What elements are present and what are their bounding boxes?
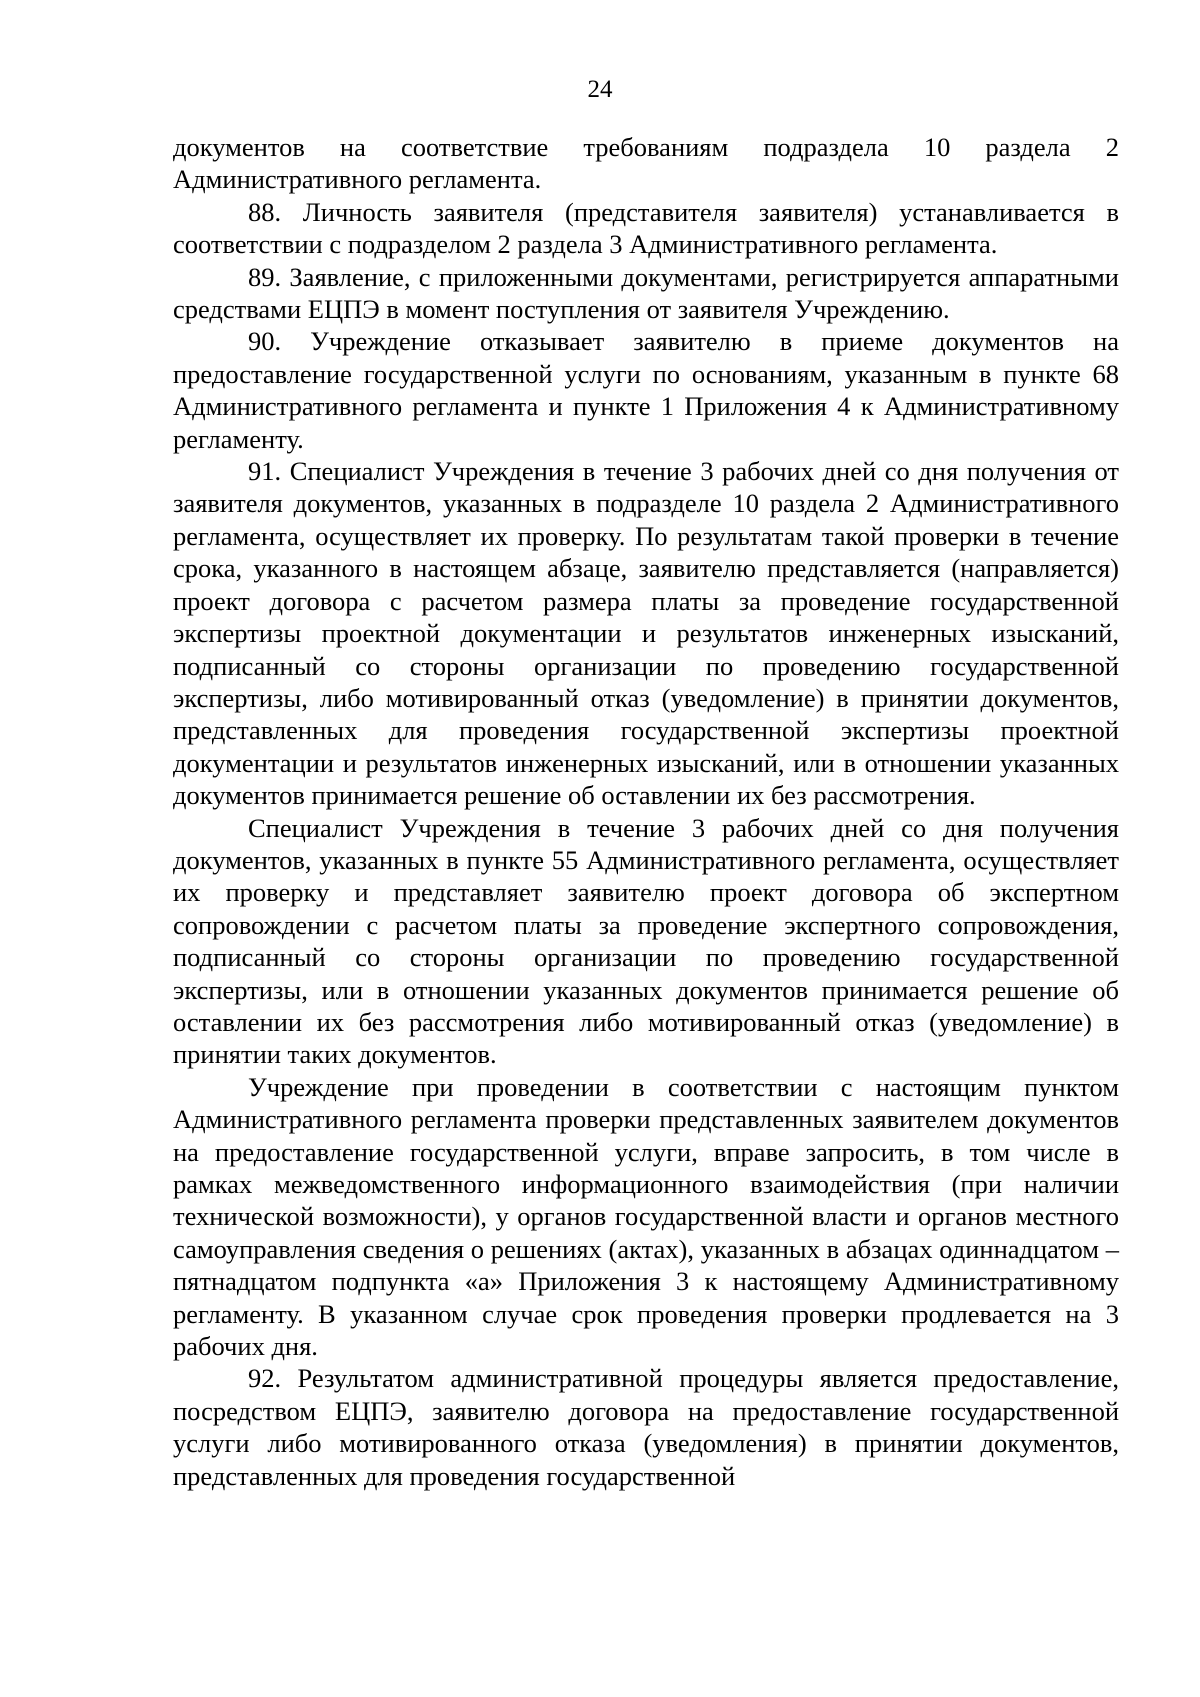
paragraph-91-institution: Учреждение при проведении в соответствии с настоящим пунктом Административного регламента проверки представленных заявителем документов на предоставление государственной услуги, вправе запросить, в том числе в рамках межведомственного информационного взаимодействия (при наличии технической возможности), у органов государственной власти и органов местного самоуправления сведения о решениях (актах), указанных в абзацах одиннадцатом – пятнадцатом подпункта «а» Приложения 3 к настоящему Административному регламенту. В указанном случае срок проведения проверки продлевается на 3 рабочих дня. xyxy=(173,1071,1119,1362)
paragraph-92: 92. Результатом административной процедуры является предоставление, посредством ЕЦПЭ, заявителю договора на предоставление государственной услуги либо мотивированного отказа (уведомления) в принятии документов, представленных для проведения государственной xyxy=(173,1363,1119,1491)
paragraph-89: 89. Заявление, с приложенными документами, регистрируется аппаратными средствами ЕЦПЭ в момент поступления от заявителя Учреждению. xyxy=(173,261,1119,325)
document-body xyxy=(173,131,1119,1492)
page-number: 24 xyxy=(587,76,613,103)
paragraph-91-specialist: Специалист Учреждения в течение 3 рабочих дней со дня получения документов, указанных в пункте 55 Административного регламента, осуществляет их проверку и представляет заявителю проект договора об экспертном сопровождении с расчетом платы за проведение экспертного сопровождения, подписанный со стороны организации по проведению государственной экспертизы, или в отношении указанных документов принимается решение об оставлении их без рассмотрения либо мотивированный отказ (уведомление) в принятии таких документов. xyxy=(173,812,1119,1070)
paragraph-continuation: документов на соответствие требованиям подраздела 10 раздела 2 Административного регламента. xyxy=(173,132,1119,195)
paragraph-88: 88. Личность заявителя (представителя заявителя) устанавливается в соответствии с подразделом 2 раздела 3 Административного регламента. xyxy=(173,196,1119,260)
paragraph-91: 91. Специалист Учреждения в течение 3 рабочих дней со дня получения от заявителя документов, указанных в подразделе 10 раздела 2 Административного регламента, осуществляет их проверку. По результатам такой проверки в течение срока, указанного в настоящем абзаце, заявителю представляется (направляется) проект договора с расчетом размера платы за проведение государственной экспертизы проектной документации и результатов инженерных изысканий, подписанный со стороны организации по проведению государственной экспертизы, либо мотивированный отказ (уведомление) в принятии документов, представленных для проведения государственной экспертизы проектной документации и результатов инженерных изысканий, или в отношении указанных документов принимается решение об оставлении их без рассмотрения. xyxy=(173,456,1119,811)
paragraph-90: 90. Учреждение отказывает заявителю в приеме документов на предоставление государственной услуги по основаниям, указанным в пункте 68 Административного регламента и пункте 1 Приложения 4 к Административному регламенту. xyxy=(173,326,1119,454)
